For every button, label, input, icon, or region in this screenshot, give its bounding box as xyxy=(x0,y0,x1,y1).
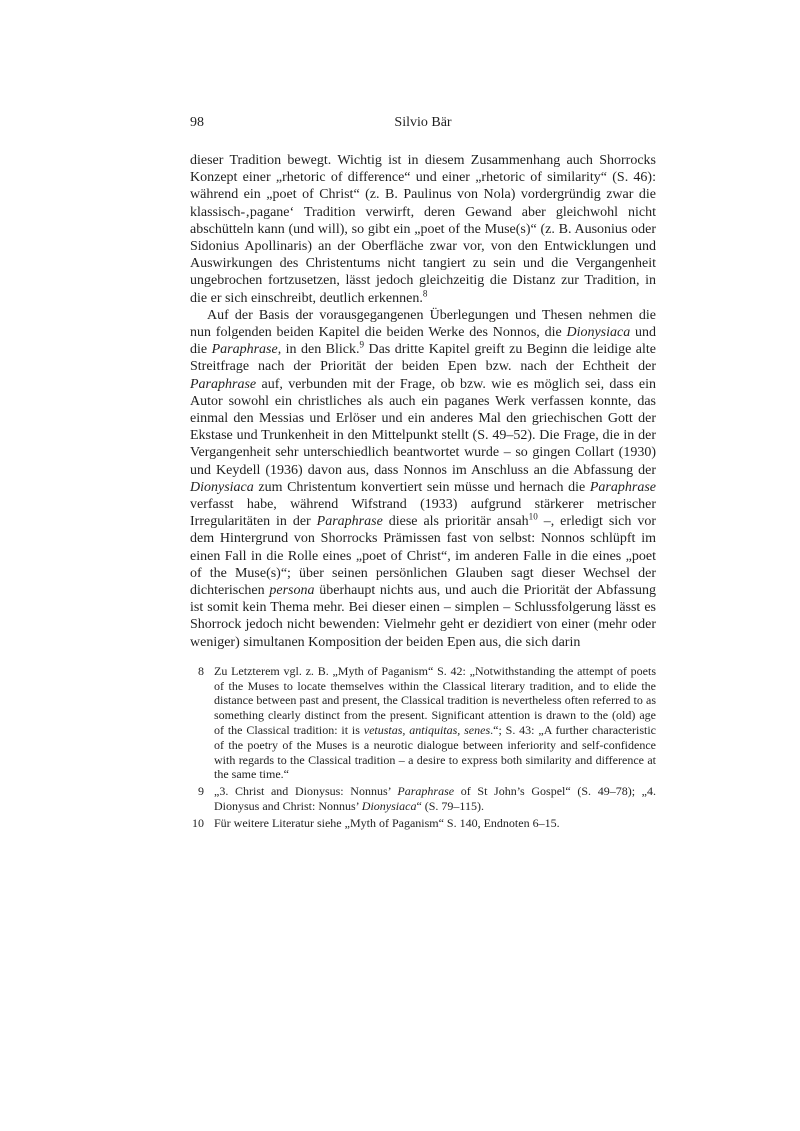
footnote-number: 9 xyxy=(198,784,204,799)
text-block xyxy=(190,114,656,833)
body-text xyxy=(190,152,656,651)
text-run: “ (S. 79–115). xyxy=(416,799,484,814)
italic-text: Dionysiaca xyxy=(190,479,254,495)
footnote-number: 10 xyxy=(192,815,204,830)
paragraph xyxy=(190,152,656,307)
text-run: dieser Tradition bewegt. Wichtig ist in diesem Zusammenhang auch Shorrocks Konzept einer „rhetoric of difference“ und einer „rhetoric of similarity“ (S. 46): während ein „poet of Christ“ (z. B. Paulinus von Nola) vordergründig zwar die klassisch-‚pagane‘ Tradition verwirft, deren Gewand aber gleichwohl nicht abschütteln kann (und will), so gibt ein „poet of the Muse(s)“ (z. B. Ausonius oder Sidonius Apollinaris) an der Oberfläche zwar vor, von den Entwicklungen und Auswirkungen des Christentums nicht tangiert zu sein und die Vergangenheit ungebrochen fortzusetzen, lässt jedoch gleichzeitig die Distanz zur Tradition, in die er sich einschreibt, deutlich erkennen. xyxy=(190,153,656,306)
footnote-text xyxy=(214,784,656,814)
italic-text: vetustas, antiquitas, senes xyxy=(363,723,491,738)
footnote-ref: 9 xyxy=(359,339,365,350)
text-run: Für weitere Literatur siehe „Myth of Paganism“ S. 140, Endnoten 6–15. xyxy=(214,815,560,830)
text-run: , in den Blick. xyxy=(277,342,360,358)
text-run: diese als prioritär ansah xyxy=(382,514,529,530)
paragraph xyxy=(190,307,656,651)
italic-text: Paraphrase xyxy=(316,514,383,530)
text-run: of St John’s Gospel“ (S. 49–78); „4. Dionysus and Christ: Nonnus’ xyxy=(214,784,657,814)
footnote xyxy=(190,664,656,782)
footnote xyxy=(190,816,656,831)
footnote-ref: 10 xyxy=(528,511,538,522)
text-run: zum Christentum konvertiert sein müsse und hernach die xyxy=(253,479,590,495)
footnote-text xyxy=(214,816,656,831)
text-run: –, erledigt sich vor dem Hintergrund von Shorrocks Prämissen fast von selbst: Nonnos schlüpft im einen Fall in die Rolle eines „poet of Christ“, im anderen Falle in die eines „poet of the Muse(s)“; über seinen persönlichen Glauben sagt dieser Wechsel der dichterischen xyxy=(190,514,657,599)
italic-text: Dionysiaca xyxy=(566,325,631,341)
text-run: auf, verbunden mit der Frage, ob bzw. wie es möglich sei, dass ein Autor sowohl ein christliches als auch ein paganes Werk verfassen konnte, das einmal den Messias und Erlöser und ein anderes Mal den griechischen Gott der Ekstase und Trunkenheit in den Mittelpunkt stellt (S. 49–52). Die Frage, die in der Vergangenheit sehr unterschiedlich beantwortet wurde – so gingen Collart (1930) und Keydell (1936) davon aus, dass Nonnos im Anschluss an die Abfassung der xyxy=(190,376,656,478)
text-run: .“; S. 43: „A further characteristic of the poetry of the Muses is a neurotic dialogue between inferiority and self-confidence with regards to the Classical tradition – a desire to express both similarity and difference at the same time.“ xyxy=(214,723,656,782)
text-run: „3. Christ and Dionysus: Nonnus’ xyxy=(214,784,398,799)
text-run: verfasst habe, während Wifstrand (1933) aufgrund stärkerer metrischer Irregularitäten in der xyxy=(190,497,656,530)
italic-text: persona xyxy=(269,583,315,599)
footnotes xyxy=(190,664,656,831)
italic-text: Dionysiaca xyxy=(361,799,417,814)
footnote-text xyxy=(214,664,656,782)
italic-text: Paraphrase xyxy=(190,376,257,392)
footnote-number: 8 xyxy=(198,663,204,678)
footnote xyxy=(190,784,656,814)
page-number: 98 xyxy=(190,115,204,130)
italic-text: Paraphrase xyxy=(211,342,278,358)
text-run: und die xyxy=(190,325,656,358)
text-run: Zu Letzterem vgl. z. B. „Myth of Paganism“ S. 42: „Notwithstanding the attempt of poets of the Muses to locate themselves within the Classical literary tradition, and to elide the distance between past and present, the Classical tradition is nevertheless often referred to as something clearly distinct from the present. Significant attention is drawn to the (old) age of the Classical tradition: it is xyxy=(214,663,656,738)
page-header xyxy=(190,114,656,131)
running-header: Silvio Bär xyxy=(394,115,452,130)
italic-text: Paraphrase xyxy=(589,479,656,495)
footnote-ref: 8 xyxy=(422,287,428,298)
text-run: überhaupt nichts aus, und auch die Priorität der Abfassung ist somit kein Thema mehr. Bei dieser einen – simplen – Schlussfolgerung lässt es Shorrock jedoch nicht bewenden: Vielmehr geht er dezidiert von einer (mehr oder weniger) simultanen Komposition der beiden Epen aus, die sich darin xyxy=(190,583,657,650)
text-run: Das dritte Kapitel greift zu Beginn die leidige alte Streitfrage nach der Priorität der beiden Epen bzw. nach der Echtheit der xyxy=(190,342,657,375)
italic-text: Paraphrase xyxy=(397,784,455,799)
text-run: Auf der Basis der vorausgegangenen Überlegungen und Thesen nehmen die nun folgenden beiden Kapitel die beiden Werke des Nonnos, die xyxy=(190,307,656,341)
